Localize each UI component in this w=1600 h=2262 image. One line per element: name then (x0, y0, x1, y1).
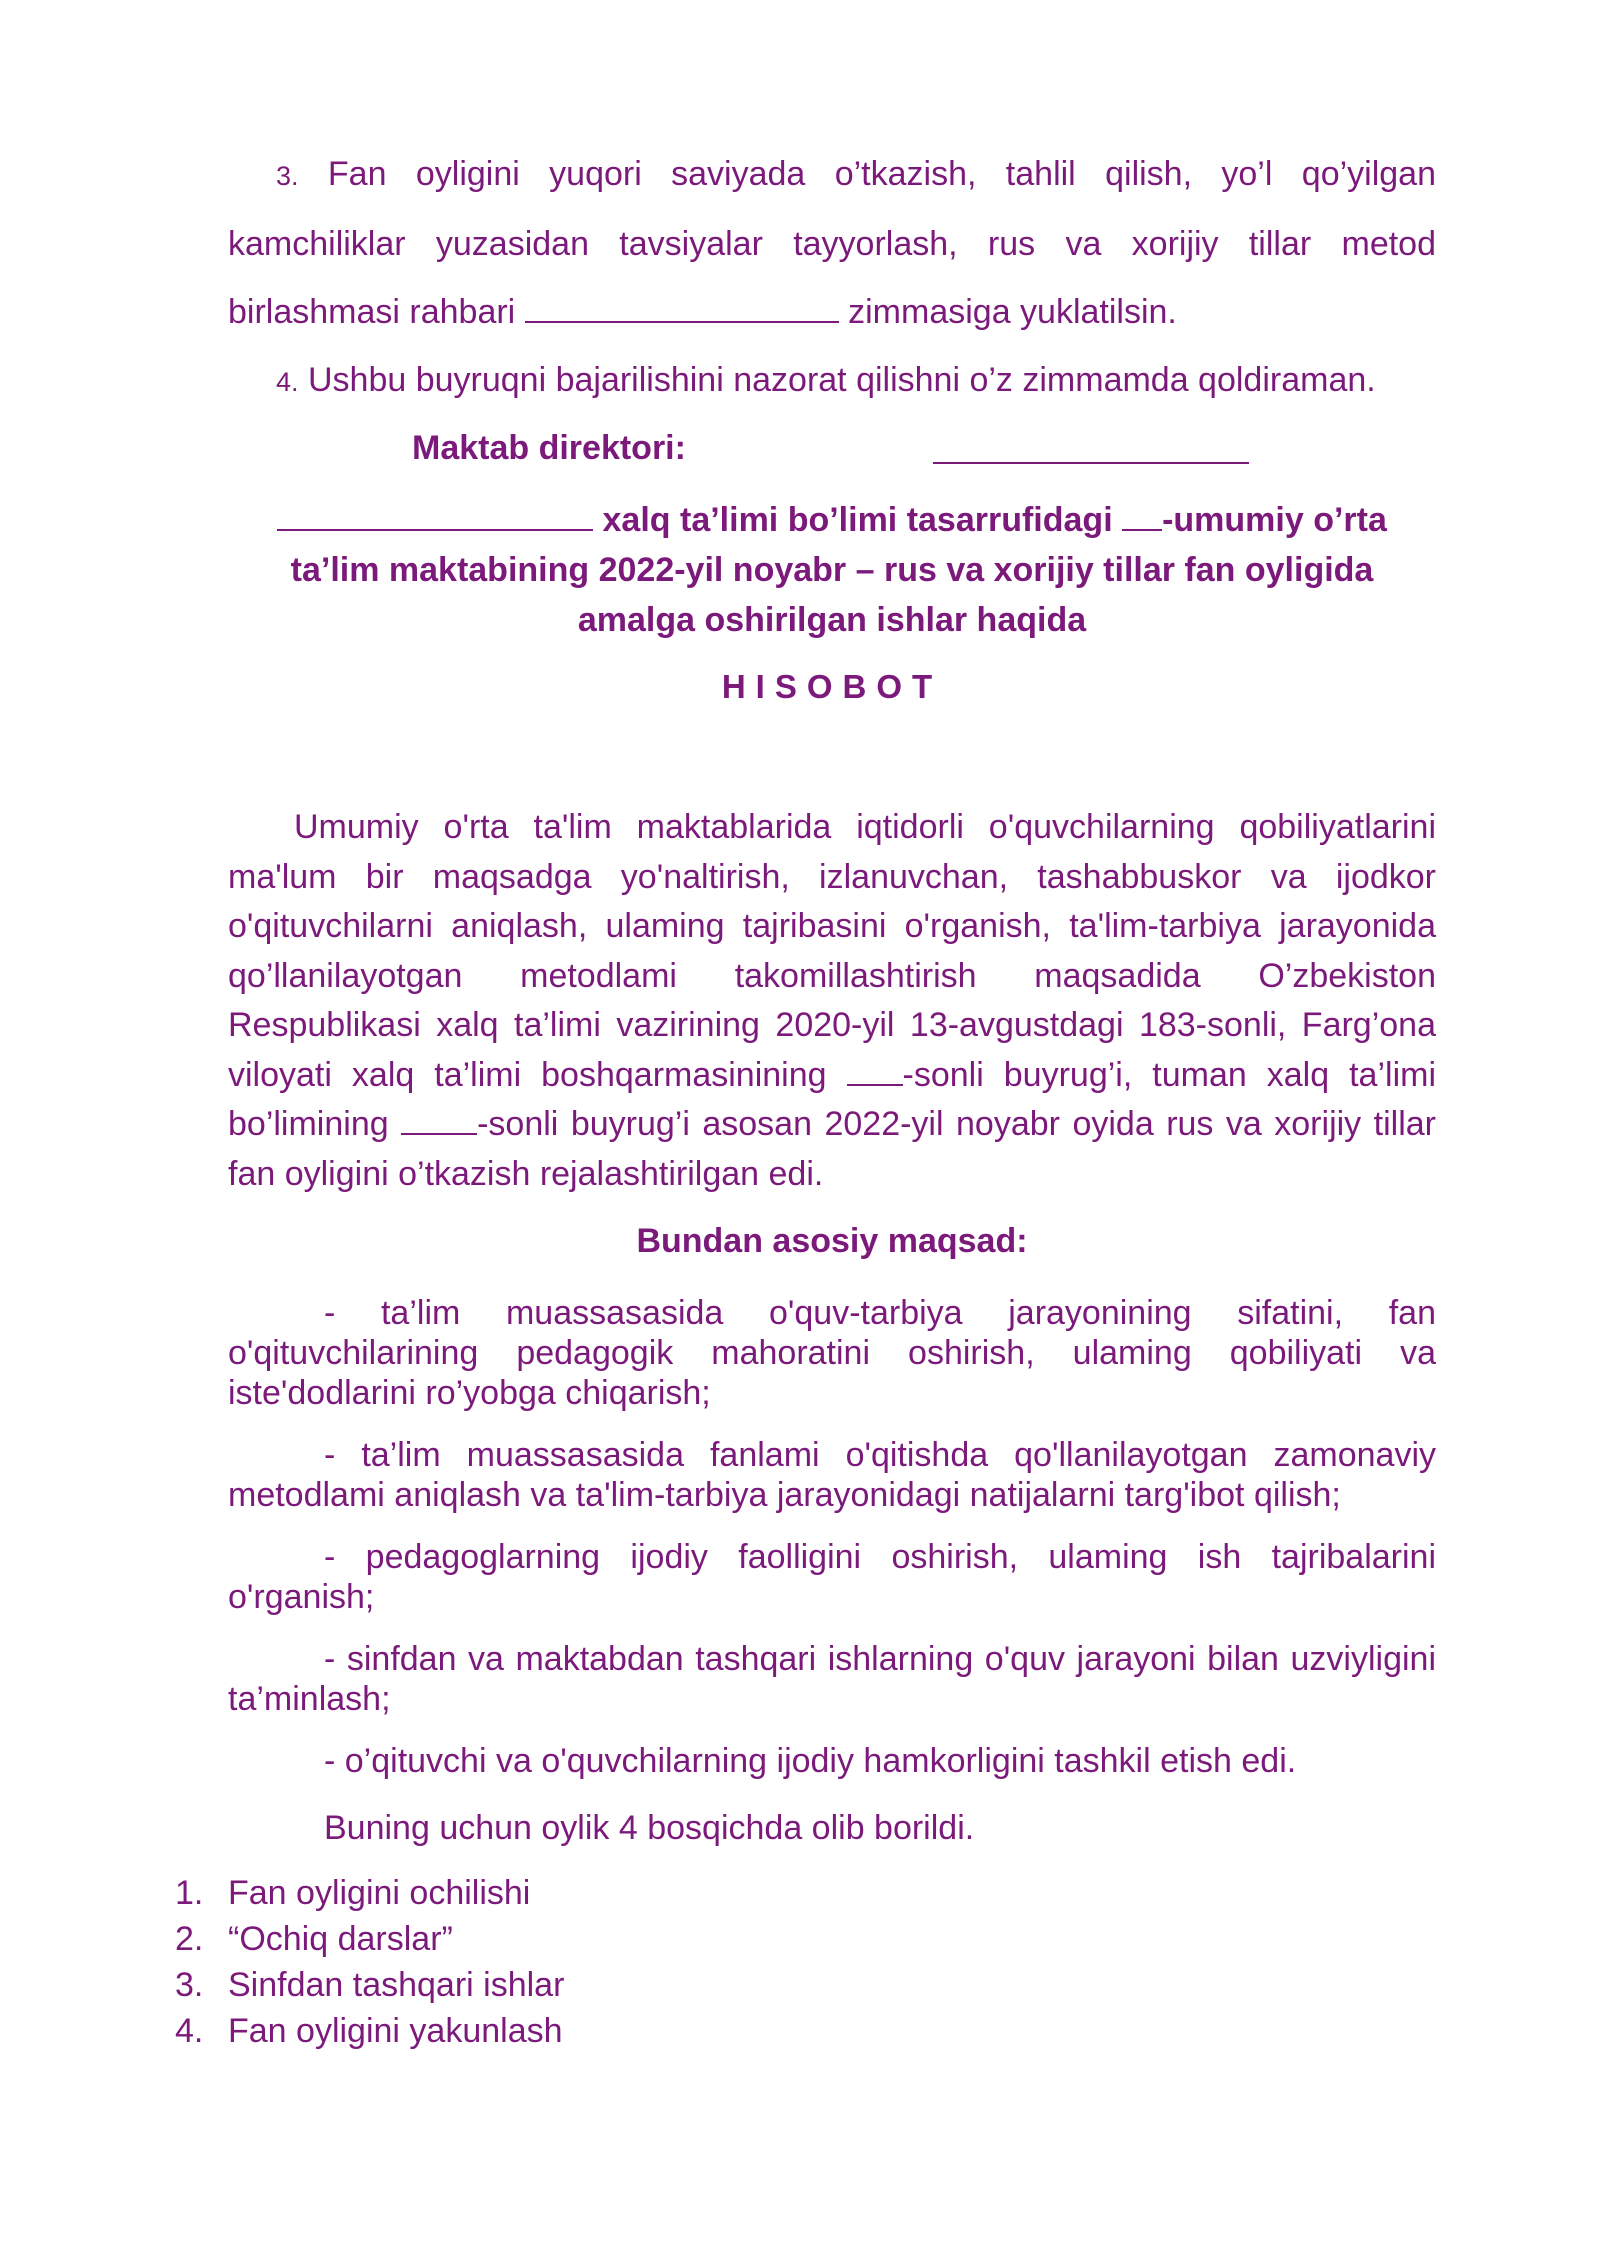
list-item: 4. Fan oyligini yakunlash (175, 2012, 563, 2050)
report-heading-b: -umumiy o’rta ta’lim maktabining 2022-yil noyabr – rus va xorijiy tillar fan oyligida amalga oshirilgan ishlar haqida (290, 501, 1387, 639)
order-item-3 (228, 140, 1436, 346)
district-order-blank-line (401, 1103, 477, 1135)
goal-item: - ta’lim muassasasida fanlami o'qitishda qo'llanilayotgan zamonaviy metodlami aniqlash va ta'lim-tarbiya jarayonidagi natijalarni targ'ibot qilish; (228, 1436, 1436, 1514)
order-item-4-text: Ushbu buyruqni bajarilishini nazorat qilishni o’z zimmamda qoldiraman. (307, 361, 1376, 399)
report-intro (228, 803, 1436, 1199)
goal-heading: Bundan asosiy maqsad: (636, 1222, 1028, 1260)
report-title: HISOBOT (721, 668, 943, 705)
order-item-3-text-b: zimmasiga yuklatilsin. (838, 293, 1177, 331)
report-heading (228, 495, 1436, 645)
report-intro-c: -sonli buyrug’i asosan 2022-yil noyabr oyida rus va xorijiy tillar fan oyligini o’tkazish rejalashtirilgan edi. (228, 1105, 1436, 1193)
director-label: Maktab direktori: (412, 429, 686, 467)
report-intro-a: Umumiy o'rta ta'lim maktablarida iqtidorli o'quvchilarning qobiliyatlarini ma'lum bir maqsadga yo'naltirish, izlanuvchan, tashabbuskor va ijodkor o'qituvchilarni aniqlash, ulaming tajribasini o'rganish, ta'lim-tarbiya jarayonida qo’llanilayotgan metodlami takomillashtirish maqsadida O’zbekiston Respublikasi xalq ta’limi vazirining 2020-yil 13-avgustdagi 183-sonli, Farg’ona viloyati xalq ta’limi boshqarmasinining (228, 808, 1436, 1094)
school-number-blank-line (1122, 499, 1162, 531)
stages-intro: Buning uchun oylik 4 bosqichda olib borildi. (324, 1809, 975, 1847)
list-item: 2. “Ochiq darslar” (175, 1920, 453, 1958)
goal-item: - pedagoglarning ijodiy faolligini oshirish, ulaming ish tajribalarini o'rganish; (228, 1538, 1436, 1616)
order-item-3-text-a: Fan oyligini yuqori saviyada o’tkazish, tahlil qilish, yo’l qo’yilgan kamchiliklar yuzasidan tavsiyalar tayyorlash, rus va xorijiy tillar metod birlashmasi rahbari (228, 155, 1436, 331)
district-blank-line (277, 499, 593, 531)
list-item: 1. Fan oyligini ochilishi (175, 1874, 531, 1912)
stages-list (175, 1870, 564, 2054)
goal-item: - o’qituvchi va o'quvchilarning ijodiy hamkorligini tashkil etish edi. (324, 1742, 1297, 1780)
signature-blank-line (525, 291, 839, 323)
list-item: 3. Sinfdan tashqari ishlar (175, 1966, 565, 2004)
report-intro-b: -sonli buyrug’i, tuman xalq ta’limi bo’limining (228, 1055, 1436, 1143)
regional-order-blank-line (847, 1054, 903, 1086)
director-signature-line (933, 432, 1249, 464)
report-heading-a: xalq ta’limi bo’limi tasarrufidagi (593, 501, 1123, 539)
goal-item: - sinfdan va maktabdan tashqari ishlarning o'quv jarayoni bilan uzviyligini ta’minlash; (228, 1640, 1436, 1718)
order-item-4-number: 4. (276, 367, 299, 397)
order-item-3-number: 3. (276, 161, 299, 191)
goal-item: - ta’lim muassasasida o'quv-tarbiya jarayonining sifatini, fan o'qituvchilarining pedagogik mahoratini oshirish, ulaming qobiliyati va iste'dodlarini ro’yobga chiqarish; (228, 1294, 1436, 1412)
order-item-4 (228, 346, 1436, 416)
